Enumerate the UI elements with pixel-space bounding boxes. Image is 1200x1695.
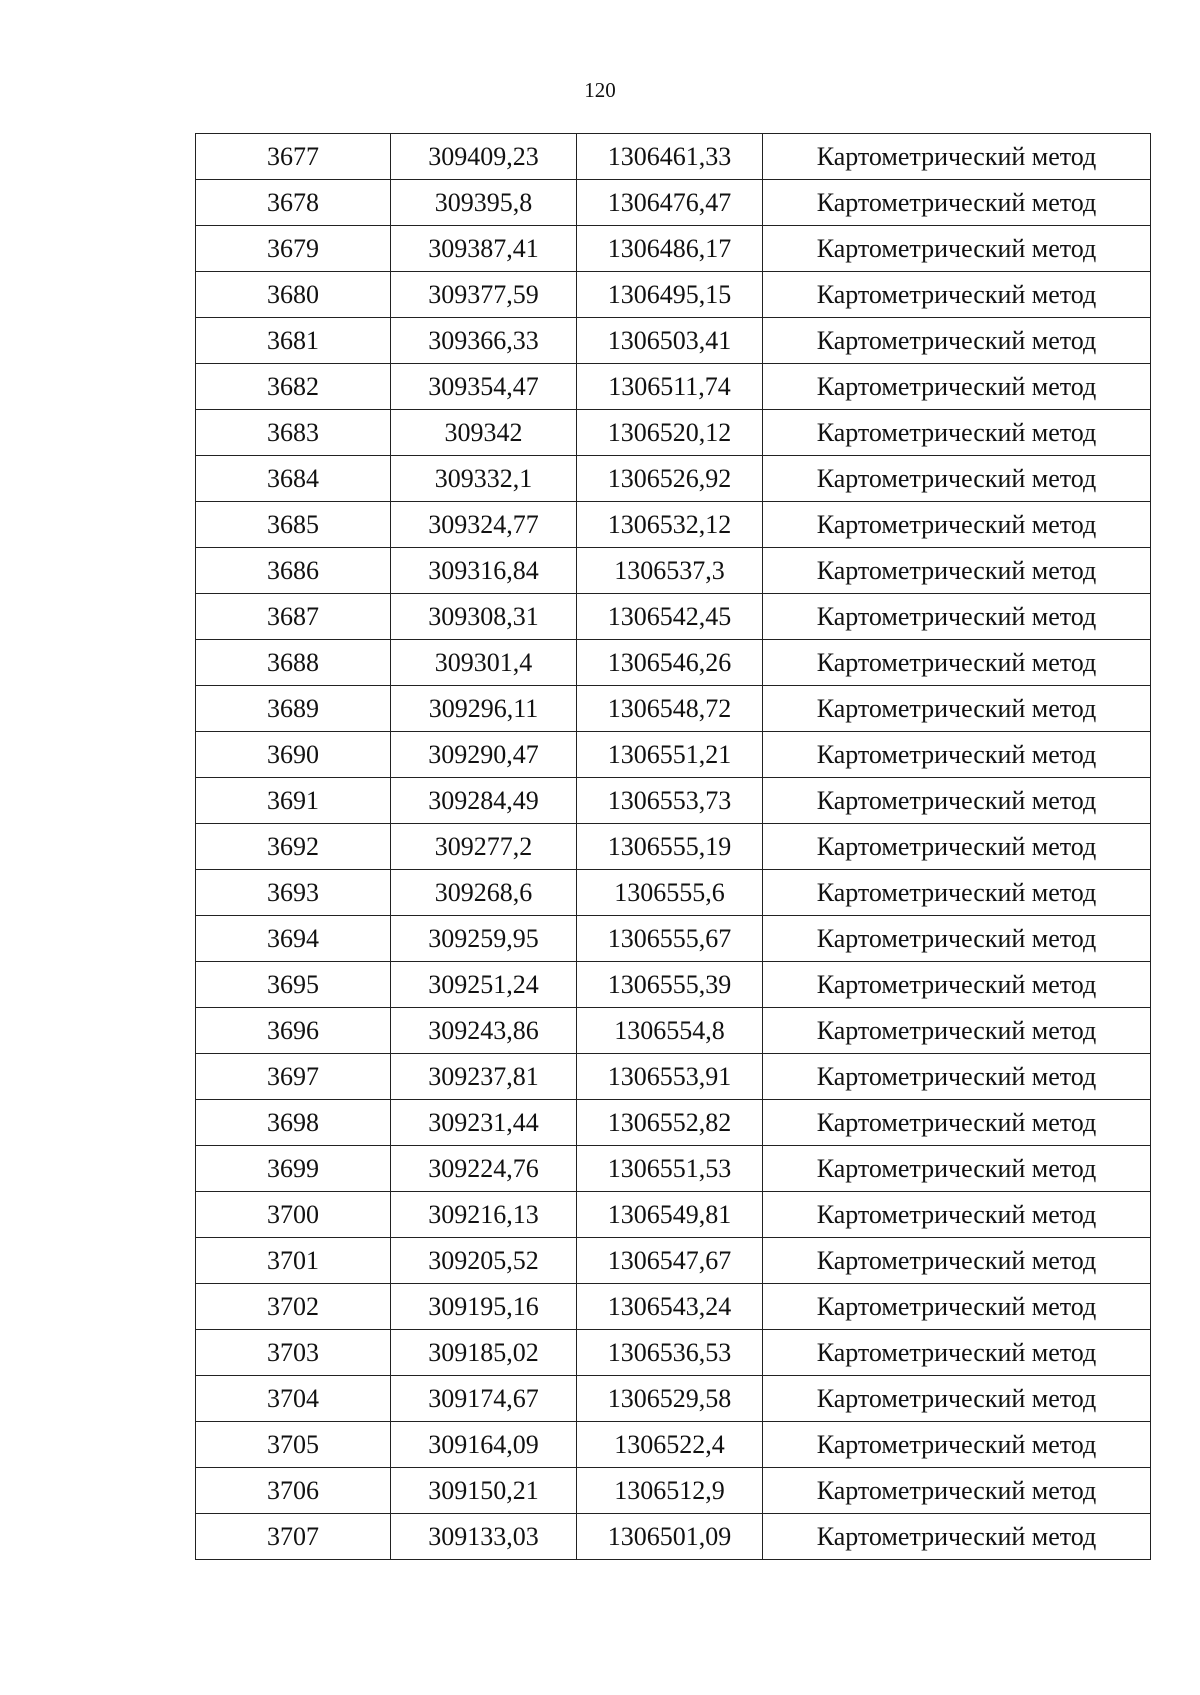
- y-coordinate-cell: 1306476,47: [577, 180, 763, 226]
- table-row: [196, 456, 1151, 502]
- y-coordinate-cell: 1306542,45: [577, 594, 763, 640]
- point-number-cell: 3683: [196, 410, 391, 456]
- point-number-cell: 3690: [196, 732, 391, 778]
- y-coordinate-cell: 1306520,12: [577, 410, 763, 456]
- y-coordinate-cell: 1306547,67: [577, 1238, 763, 1284]
- method-cell: Картометрический метод: [763, 548, 1151, 594]
- table-row: [196, 686, 1151, 732]
- point-number-cell: 3682: [196, 364, 391, 410]
- x-coordinate-cell: 309216,13: [391, 1192, 577, 1238]
- coordinates-table: [195, 133, 1151, 1560]
- table-row: [196, 778, 1151, 824]
- x-coordinate-cell: 309387,41: [391, 226, 577, 272]
- table-row: [196, 502, 1151, 548]
- point-number-cell: 3707: [196, 1514, 391, 1560]
- x-coordinate-cell: 309366,33: [391, 318, 577, 364]
- y-coordinate-cell: 1306461,33: [577, 134, 763, 180]
- x-coordinate-cell: 309277,2: [391, 824, 577, 870]
- method-cell: Картометрический метод: [763, 824, 1151, 870]
- x-coordinate-cell: 309237,81: [391, 1054, 577, 1100]
- x-coordinate-cell: 309290,47: [391, 732, 577, 778]
- x-coordinate-cell: 309205,52: [391, 1238, 577, 1284]
- point-number-cell: 3701: [196, 1238, 391, 1284]
- table-row: [196, 364, 1151, 410]
- method-cell: Картометрический метод: [763, 1054, 1151, 1100]
- point-number-cell: 3677: [196, 134, 391, 180]
- point-number-cell: 3703: [196, 1330, 391, 1376]
- table-row: [196, 1284, 1151, 1330]
- x-coordinate-cell: 309185,02: [391, 1330, 577, 1376]
- point-number-cell: 3699: [196, 1146, 391, 1192]
- table-row: [196, 410, 1151, 456]
- y-coordinate-cell: 1306551,21: [577, 732, 763, 778]
- method-cell: Картометрический метод: [763, 870, 1151, 916]
- method-cell: Картометрический метод: [763, 686, 1151, 732]
- y-coordinate-cell: 1306551,53: [577, 1146, 763, 1192]
- x-coordinate-cell: 309324,77: [391, 502, 577, 548]
- point-number-cell: 3692: [196, 824, 391, 870]
- y-coordinate-cell: 1306511,74: [577, 364, 763, 410]
- method-cell: Картометрический метод: [763, 1284, 1151, 1330]
- point-number-cell: 3700: [196, 1192, 391, 1238]
- y-coordinate-cell: 1306486,17: [577, 226, 763, 272]
- table-row: [196, 1054, 1151, 1100]
- table-row: [196, 1468, 1151, 1514]
- method-cell: Картометрический метод: [763, 134, 1151, 180]
- table-row: [196, 1330, 1151, 1376]
- page-number: 120: [584, 78, 616, 102]
- point-number-cell: 3694: [196, 916, 391, 962]
- method-cell: Картометрический метод: [763, 1146, 1151, 1192]
- y-coordinate-cell: 1306555,6: [577, 870, 763, 916]
- table-row: [196, 1376, 1151, 1422]
- point-number-cell: 3693: [196, 870, 391, 916]
- method-cell: Картометрический метод: [763, 1192, 1151, 1238]
- table-row: [196, 732, 1151, 778]
- table-row: [196, 824, 1151, 870]
- method-cell: Картометрический метод: [763, 1468, 1151, 1514]
- table-row: [196, 548, 1151, 594]
- method-cell: Картометрический метод: [763, 410, 1151, 456]
- point-number-cell: 3688: [196, 640, 391, 686]
- method-cell: Картометрический метод: [763, 456, 1151, 502]
- point-number-cell: 3686: [196, 548, 391, 594]
- x-coordinate-cell: 309284,49: [391, 778, 577, 824]
- method-cell: Картометрический метод: [763, 1514, 1151, 1560]
- table-row: [196, 916, 1151, 962]
- x-coordinate-cell: 309224,76: [391, 1146, 577, 1192]
- method-cell: Картометрический метод: [763, 962, 1151, 1008]
- y-coordinate-cell: 1306543,24: [577, 1284, 763, 1330]
- method-cell: Картометрический метод: [763, 640, 1151, 686]
- x-coordinate-cell: 309259,95: [391, 916, 577, 962]
- x-coordinate-cell: 309301,4: [391, 640, 577, 686]
- x-coordinate-cell: 309377,59: [391, 272, 577, 318]
- y-coordinate-cell: 1306529,58: [577, 1376, 763, 1422]
- method-cell: Картометрический метод: [763, 1100, 1151, 1146]
- x-coordinate-cell: 309268,6: [391, 870, 577, 916]
- y-coordinate-cell: 1306536,53: [577, 1330, 763, 1376]
- method-cell: Картометрический метод: [763, 916, 1151, 962]
- point-number-cell: 3681: [196, 318, 391, 364]
- method-cell: Картометрический метод: [763, 318, 1151, 364]
- table-row: [196, 594, 1151, 640]
- table-row: [196, 272, 1151, 318]
- y-coordinate-cell: 1306555,19: [577, 824, 763, 870]
- method-cell: Картометрический метод: [763, 1376, 1151, 1422]
- x-coordinate-cell: 309409,23: [391, 134, 577, 180]
- x-coordinate-cell: 309316,84: [391, 548, 577, 594]
- y-coordinate-cell: 1306552,82: [577, 1100, 763, 1146]
- point-number-cell: 3705: [196, 1422, 391, 1468]
- table-row: [196, 1100, 1151, 1146]
- y-coordinate-cell: 1306503,41: [577, 318, 763, 364]
- point-number-cell: 3706: [196, 1468, 391, 1514]
- point-number-cell: 3685: [196, 502, 391, 548]
- point-number-cell: 3678: [196, 180, 391, 226]
- point-number-cell: 3684: [196, 456, 391, 502]
- method-cell: Картометрический метод: [763, 502, 1151, 548]
- x-coordinate-cell: 309332,1: [391, 456, 577, 502]
- y-coordinate-cell: 1306526,92: [577, 456, 763, 502]
- y-coordinate-cell: 1306555,39: [577, 962, 763, 1008]
- x-coordinate-cell: 309195,16: [391, 1284, 577, 1330]
- x-coordinate-cell: 309243,86: [391, 1008, 577, 1054]
- x-coordinate-cell: 309251,24: [391, 962, 577, 1008]
- method-cell: Картометрический метод: [763, 1008, 1151, 1054]
- x-coordinate-cell: 309231,44: [391, 1100, 577, 1146]
- method-cell: Картометрический метод: [763, 732, 1151, 778]
- method-cell: Картометрический метод: [763, 272, 1151, 318]
- y-coordinate-cell: 1306553,73: [577, 778, 763, 824]
- method-cell: Картометрический метод: [763, 1330, 1151, 1376]
- x-coordinate-cell: 309174,67: [391, 1376, 577, 1422]
- y-coordinate-cell: 1306522,4: [577, 1422, 763, 1468]
- x-coordinate-cell: 309395,8: [391, 180, 577, 226]
- table-row: [196, 180, 1151, 226]
- table-row: [196, 226, 1151, 272]
- y-coordinate-cell: 1306532,12: [577, 502, 763, 548]
- y-coordinate-cell: 1306549,81: [577, 1192, 763, 1238]
- x-coordinate-cell: 309342: [391, 410, 577, 456]
- y-coordinate-cell: 1306495,15: [577, 272, 763, 318]
- table-row: [196, 1238, 1151, 1284]
- table-row: [196, 1514, 1151, 1560]
- point-number-cell: 3704: [196, 1376, 391, 1422]
- y-coordinate-cell: 1306512,9: [577, 1468, 763, 1514]
- x-coordinate-cell: 309133,03: [391, 1514, 577, 1560]
- point-number-cell: 3695: [196, 962, 391, 1008]
- y-coordinate-cell: 1306554,8: [577, 1008, 763, 1054]
- method-cell: Картометрический метод: [763, 778, 1151, 824]
- table-row: [196, 640, 1151, 686]
- y-coordinate-cell: 1306546,26: [577, 640, 763, 686]
- method-cell: Картометрический метод: [763, 1422, 1151, 1468]
- method-cell: Картометрический метод: [763, 226, 1151, 272]
- table-row: [196, 1008, 1151, 1054]
- table-row: [196, 134, 1151, 180]
- y-coordinate-cell: 1306537,3: [577, 548, 763, 594]
- y-coordinate-cell: 1306553,91: [577, 1054, 763, 1100]
- table-row: [196, 1422, 1151, 1468]
- point-number-cell: 3698: [196, 1100, 391, 1146]
- point-number-cell: 3696: [196, 1008, 391, 1054]
- x-coordinate-cell: 309164,09: [391, 1422, 577, 1468]
- point-number-cell: 3702: [196, 1284, 391, 1330]
- method-cell: Картометрический метод: [763, 364, 1151, 410]
- x-coordinate-cell: 309150,21: [391, 1468, 577, 1514]
- method-cell: Картометрический метод: [763, 1238, 1151, 1284]
- x-coordinate-cell: 309308,31: [391, 594, 577, 640]
- y-coordinate-cell: 1306555,67: [577, 916, 763, 962]
- point-number-cell: 3680: [196, 272, 391, 318]
- point-number-cell: 3697: [196, 1054, 391, 1100]
- point-number-cell: 3691: [196, 778, 391, 824]
- y-coordinate-cell: 1306548,72: [577, 686, 763, 732]
- table-row: [196, 318, 1151, 364]
- table-row: [196, 870, 1151, 916]
- y-coordinate-cell: 1306501,09: [577, 1514, 763, 1560]
- x-coordinate-cell: 309296,11: [391, 686, 577, 732]
- point-number-cell: 3687: [196, 594, 391, 640]
- method-cell: Картометрический метод: [763, 180, 1151, 226]
- method-cell: Картометрический метод: [763, 594, 1151, 640]
- table-row: [196, 1192, 1151, 1238]
- x-coordinate-cell: 309354,47: [391, 364, 577, 410]
- point-number-cell: 3689: [196, 686, 391, 732]
- table-row: [196, 1146, 1151, 1192]
- table-row: [196, 962, 1151, 1008]
- coordinates-table-body: [196, 134, 1151, 1560]
- point-number-cell: 3679: [196, 226, 391, 272]
